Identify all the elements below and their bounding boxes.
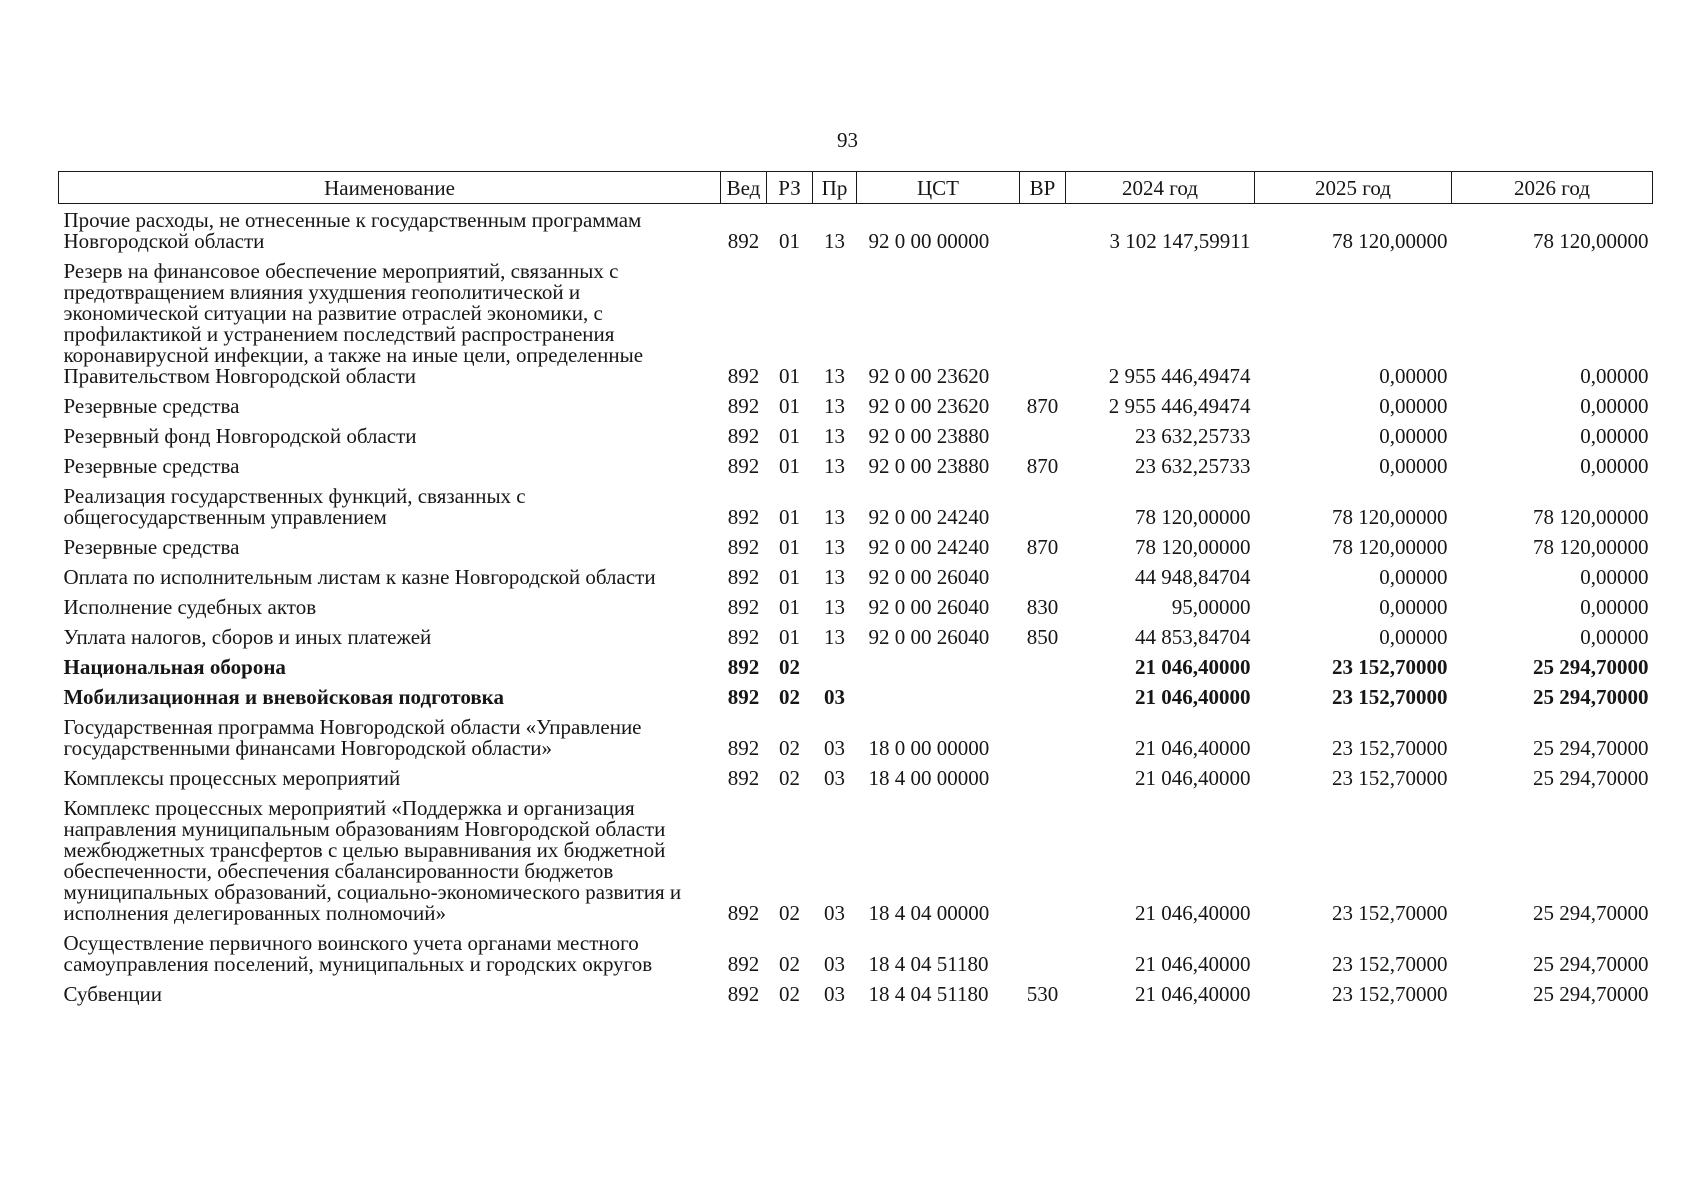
cell-cst: 92 0 00 26040	[868, 565, 990, 589]
cell-2024: 21 046,40000	[1135, 982, 1251, 1006]
cell-vr	[1020, 480, 1066, 531]
cell-cst: 18 0 00 00000	[868, 736, 990, 760]
cell-vr	[1020, 561, 1066, 591]
cell-cst: 92 0 00 23620	[868, 394, 990, 418]
cell-2025: 23 152,70000	[1332, 685, 1448, 709]
cell-vr: 870	[1026, 454, 1059, 478]
cell-pr: 13	[824, 424, 845, 448]
cell-name: Национальная оборона	[63, 655, 286, 679]
cell-2025: 0,00000	[1379, 364, 1448, 388]
header-vr: ВР	[1020, 172, 1066, 204]
cell-cst: 92 0 00 00000	[868, 229, 990, 253]
cell-2024: 23 632,25733	[1135, 424, 1251, 448]
cell-2025: 78 120,00000	[1332, 229, 1448, 253]
cell-2024: 44 853,84704	[1135, 625, 1251, 649]
cell-2025: 0,00000	[1379, 595, 1448, 619]
cell-name: Государственная программа Новгородской области «Управление государственными финансами Новгородской области»	[63, 715, 642, 760]
cell-name: Уплата налогов, сборов и иных платежей	[63, 625, 432, 649]
cell-2026: 0,00000	[1580, 394, 1649, 418]
header-name: Наименование	[59, 172, 721, 204]
cell-2024: 2 955 446,49474	[1108, 364, 1251, 388]
cell-vr	[1020, 681, 1066, 711]
cell-ved: 892	[727, 565, 760, 589]
cell-vr: 530	[1026, 982, 1059, 1006]
cell-cst: 18 4 04 51180	[868, 952, 989, 976]
cell-2025: 23 152,70000	[1332, 952, 1448, 976]
table-row	[59, 591, 1653, 621]
cell-pr: 13	[824, 625, 845, 649]
table-row	[59, 711, 1653, 762]
cell-2025: 78 120,00000	[1332, 505, 1448, 529]
header-pr: Пр	[813, 172, 857, 204]
cell-2026: 0,00000	[1580, 625, 1649, 649]
cell-rz: 02	[779, 952, 800, 976]
cell-ved: 892	[727, 736, 760, 760]
cell-rz: 02	[779, 982, 800, 1006]
cell-2026: 0,00000	[1580, 364, 1649, 388]
cell-2025: 23 152,70000	[1332, 736, 1448, 760]
header-ved: Вед	[721, 172, 767, 204]
cell-pr: 03	[824, 766, 845, 790]
cell-2026: 0,00000	[1580, 454, 1649, 478]
cell-cst: 18 4 04 51180	[868, 982, 989, 1006]
cell-name: Мобилизационная и вневойсковая подготовка	[63, 685, 504, 709]
table-row	[59, 531, 1653, 561]
cell-2025: 0,00000	[1379, 424, 1448, 448]
cell-cst: 92 0 00 24240	[868, 535, 990, 559]
header-2025: 2025 год	[1255, 172, 1452, 204]
cell-2025: 23 152,70000	[1332, 901, 1448, 925]
cell-pr: 03	[824, 952, 845, 976]
table-row	[59, 255, 1653, 390]
cell-2026: 25 294,70000	[1533, 901, 1649, 925]
cell-2024: 21 046,40000	[1135, 766, 1251, 790]
cell-2025: 23 152,70000	[1332, 982, 1448, 1006]
table-row	[59, 651, 1653, 681]
header-2026: 2026 год	[1452, 172, 1653, 204]
table-row	[59, 927, 1653, 978]
cell-name: Резервные средства	[63, 535, 240, 559]
cell-2026: 25 294,70000	[1533, 736, 1649, 760]
cell-rz: 01	[779, 364, 800, 388]
cell-2025: 0,00000	[1379, 454, 1448, 478]
cell-rz: 02	[779, 766, 800, 790]
cell-pr: 13	[824, 535, 845, 559]
table-row	[59, 792, 1653, 927]
cell-2025: 23 152,70000	[1332, 766, 1448, 790]
cell-vr: 870	[1026, 535, 1059, 559]
cell-cst: 92 0 00 24240	[868, 505, 990, 529]
cell-name: Реализация государственных функций, связанных с общегосударственным управлением	[63, 484, 526, 529]
table-row	[59, 762, 1653, 792]
cell-pr: 13	[824, 394, 845, 418]
cell-ved: 892	[727, 454, 760, 478]
cell-cst: 92 0 00 23620	[868, 364, 990, 388]
cell-rz: 01	[779, 394, 800, 418]
cell-cst: 92 0 00 23880	[868, 424, 990, 448]
cell-2026: 78 120,00000	[1533, 505, 1649, 529]
page-number: 93	[837, 128, 858, 152]
table-row	[59, 480, 1653, 531]
cell-name: Оплата по исполнительным листам к казне Новгородской области	[63, 565, 656, 589]
cell-name: Исполнение судебных актов	[63, 595, 317, 619]
cell-pr: 13	[824, 505, 845, 529]
cell-2024: 44 948,84704	[1135, 565, 1251, 589]
cell-pr: 03	[824, 685, 845, 709]
cell-cst: 92 0 00 26040	[868, 625, 990, 649]
cell-cst: 92 0 00 26040	[868, 595, 990, 619]
cell-2025: 0,00000	[1379, 625, 1448, 649]
cell-rz: 01	[779, 595, 800, 619]
cell-2025: 0,00000	[1379, 565, 1448, 589]
cell-2025: 23 152,70000	[1332, 655, 1448, 679]
cell-2026: 25 294,70000	[1533, 655, 1649, 679]
cell-2024: 21 046,40000	[1135, 901, 1251, 925]
cell-ved: 892	[727, 952, 760, 976]
cell-ved: 892	[727, 505, 760, 529]
budget-table	[58, 171, 1653, 1008]
cell-rz: 01	[779, 565, 800, 589]
cell-cst	[857, 651, 1020, 681]
cell-2026: 25 294,70000	[1533, 685, 1649, 709]
cell-rz: 01	[779, 424, 800, 448]
cell-pr: 13	[824, 595, 845, 619]
cell-rz: 02	[779, 901, 800, 925]
cell-name: Комплексы процессных мероприятий	[63, 766, 401, 790]
cell-2024: 78 120,00000	[1135, 505, 1251, 529]
cell-cst: 18 4 04 00000	[868, 901, 990, 925]
header-rz: РЗ	[767, 172, 813, 204]
cell-2026: 0,00000	[1580, 565, 1649, 589]
cell-pr: 03	[824, 736, 845, 760]
cell-2025: 0,00000	[1379, 394, 1448, 418]
cell-2024: 21 046,40000	[1135, 655, 1251, 679]
cell-name: Резервные средства	[63, 394, 240, 418]
cell-pr	[813, 651, 857, 681]
cell-2026: 25 294,70000	[1533, 766, 1649, 790]
cell-ved: 892	[727, 229, 760, 253]
cell-2026: 78 120,00000	[1533, 229, 1649, 253]
cell-rz: 01	[779, 454, 800, 478]
cell-rz: 01	[779, 505, 800, 529]
cell-rz: 01	[779, 535, 800, 559]
cell-vr	[1020, 927, 1066, 978]
cell-ved: 892	[727, 901, 760, 925]
cell-2024: 78 120,00000	[1135, 535, 1251, 559]
cell-ved: 892	[727, 982, 760, 1006]
cell-ved: 892	[727, 625, 760, 649]
cell-rz: 02	[779, 685, 800, 709]
table-row	[59, 390, 1653, 420]
cell-ved: 892	[727, 535, 760, 559]
header-cst: ЦСТ	[857, 172, 1020, 204]
cell-2024: 21 046,40000	[1135, 685, 1251, 709]
cell-pr: 13	[824, 454, 845, 478]
cell-rz: 01	[779, 229, 800, 253]
cell-vr	[1020, 762, 1066, 792]
cell-name: Резервный фонд Новгородской области	[63, 424, 417, 448]
cell-2026: 25 294,70000	[1533, 982, 1649, 1006]
cell-ved: 892	[727, 655, 760, 679]
cell-ved: 892	[727, 685, 760, 709]
cell-vr	[1020, 255, 1066, 390]
cell-rz: 02	[779, 655, 800, 679]
cell-pr: 13	[824, 229, 845, 253]
cell-pr: 13	[824, 565, 845, 589]
table-header	[59, 172, 1653, 204]
cell-vr	[1020, 792, 1066, 927]
cell-2025: 78 120,00000	[1332, 535, 1448, 559]
table-row	[59, 204, 1653, 256]
cell-vr	[1020, 651, 1066, 681]
cell-2026: 25 294,70000	[1533, 952, 1649, 976]
cell-2024: 95,00000	[1171, 595, 1251, 619]
cell-name: Резервные средства	[63, 454, 240, 478]
table-row	[59, 420, 1653, 450]
cell-pr: 03	[824, 982, 845, 1006]
cell-2024: 2 955 446,49474	[1108, 394, 1251, 418]
cell-ved: 892	[727, 424, 760, 448]
table-row	[59, 978, 1653, 1008]
cell-vr: 830	[1026, 595, 1059, 619]
cell-2026: 0,00000	[1580, 424, 1649, 448]
cell-rz: 01	[779, 625, 800, 649]
cell-pr: 03	[824, 901, 845, 925]
table-row	[59, 621, 1653, 651]
cell-vr: 870	[1026, 394, 1059, 418]
table-row	[59, 561, 1653, 591]
cell-2024: 21 046,40000	[1135, 736, 1251, 760]
cell-name: Субвенции	[63, 982, 162, 1006]
cell-cst: 18 4 00 00000	[868, 766, 990, 790]
cell-name: Комплекс процессных мероприятий «Поддержка и организация направления муниципальным образованиям Новгородской области межбюджетных трансфертов с целью выравнивания их бюджетной обеспеченности, обеспечения сбалансированности бюджетов муниципальных образований, социально-экономического развития и исполнения делегированных полномочий»	[63, 796, 682, 925]
cell-name: Осуществление первичного воинского учета органами местного самоуправления поселений, муниципальных и городских округов	[63, 931, 653, 976]
cell-name: Резерв на финансовое обеспечение мероприятий, связанных с предотвращением влияния ухудшения геополитической и экономической ситуации на развитие отраслей экономики, с профилактикой и устранением последствий распространения коронавирусной инфекции, а также на иные цели, определенные Правительством Новгородской области	[63, 259, 644, 388]
cell-ved: 892	[727, 394, 760, 418]
table-row	[59, 681, 1653, 711]
cell-name: Прочие расходы, не отнесенные к государственным программам Новгородской области	[63, 208, 642, 253]
table-row	[59, 450, 1653, 480]
cell-2026: 0,00000	[1580, 595, 1649, 619]
cell-vr	[1020, 204, 1066, 256]
cell-ved: 892	[727, 595, 760, 619]
cell-vr: 850	[1026, 625, 1059, 649]
cell-pr: 13	[824, 364, 845, 388]
cell-2026: 78 120,00000	[1533, 535, 1649, 559]
cell-2024: 21 046,40000	[1135, 952, 1251, 976]
cell-2024: 3 102 147,59911	[1109, 229, 1251, 253]
cell-ved: 892	[727, 766, 760, 790]
cell-cst	[857, 681, 1020, 711]
cell-ved: 892	[727, 364, 760, 388]
cell-vr	[1020, 711, 1066, 762]
cell-vr	[1020, 420, 1066, 450]
cell-cst: 92 0 00 23880	[868, 454, 990, 478]
cell-rz: 02	[779, 736, 800, 760]
table-body	[59, 204, 1653, 1009]
header-2024: 2024 год	[1066, 172, 1255, 204]
cell-2024: 23 632,25733	[1135, 454, 1251, 478]
